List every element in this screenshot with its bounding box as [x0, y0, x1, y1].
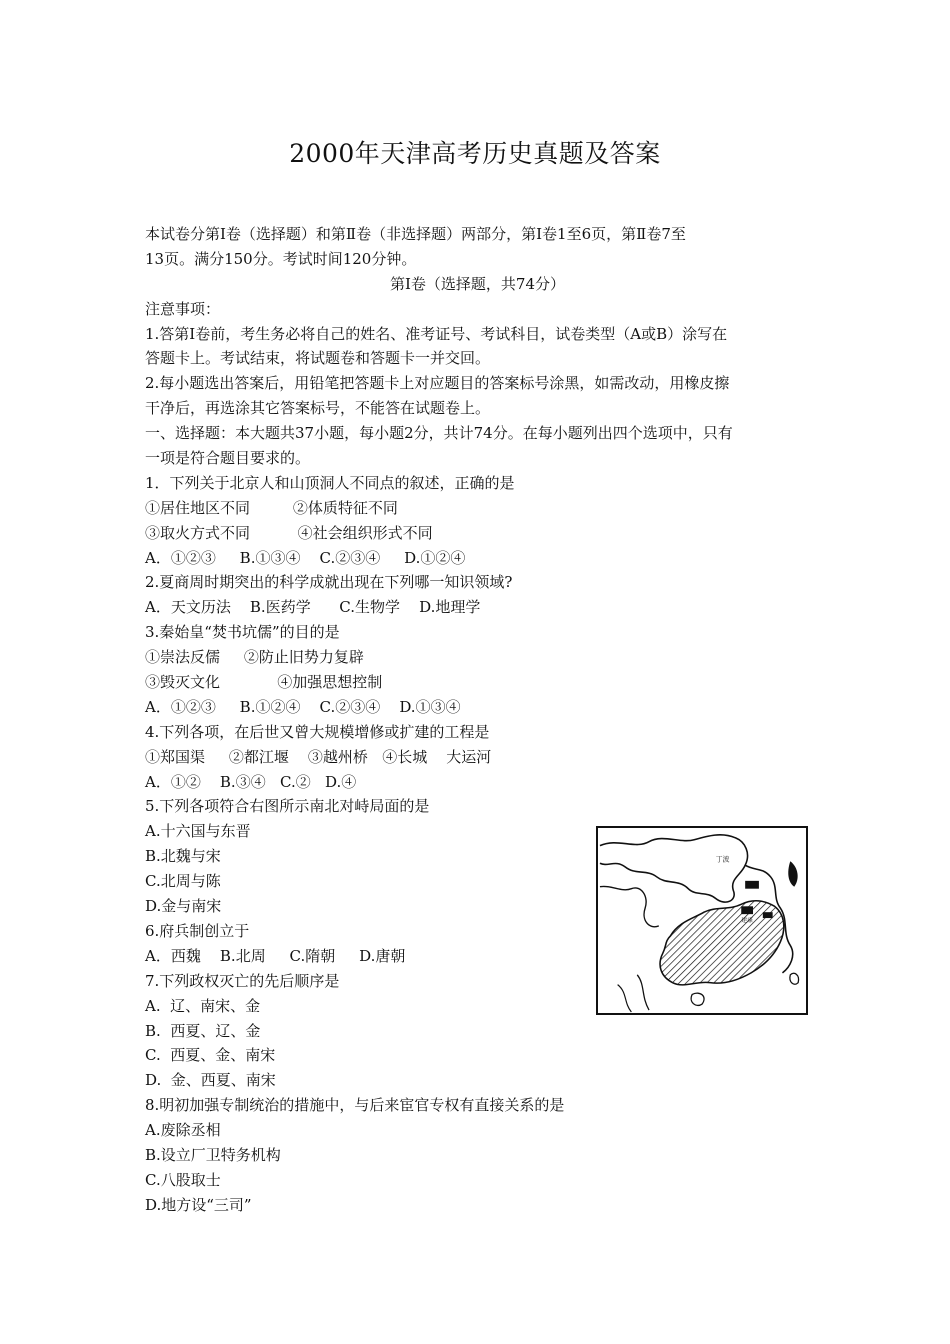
map-label-capital: 建康 — [741, 917, 753, 924]
historical-map — [596, 826, 808, 1015]
question-items: ③取火方式不同 ④社会组织形式不同 — [145, 523, 433, 542]
question-option: A. 辽、南宋、金 — [145, 996, 261, 1015]
question-items: ①郑国渠 ②都江堰 ③越州桥 ④长城 大运河 — [145, 747, 492, 766]
map-border-line — [618, 985, 632, 1012]
section-heading: 第Ⅰ卷（选择题，共74分） — [389, 274, 565, 293]
part-instructions: 一项是符合题目要求的。 — [145, 449, 311, 468]
question-option: D.地方设“三司” — [145, 1195, 252, 1214]
question-stem: 7.下列政权灭亡的先后顺序是 — [145, 971, 340, 990]
note-line: 1.答第Ⅰ卷前，考生务必将自己的姓名、准考证号、考试科目，试卷类型（A或B）涂写在 — [145, 324, 728, 343]
map-border-line — [637, 975, 649, 1010]
note-line: 答题卡上。考试结束，将试题卷和答题卡一并交回。 — [145, 349, 491, 368]
question-option: D.金与南宋 — [145, 897, 222, 916]
question-option: B.北魏与宋 — [145, 847, 221, 866]
map-border-line — [600, 835, 748, 902]
question-option: B. 西夏、辽、金 — [145, 1021, 261, 1040]
question-stem: 3.秦始皇“焚书坑儒”的目的是 — [145, 623, 340, 642]
question-items: ①崇法反儒 ②防止旧势力复辟 — [145, 648, 364, 667]
part-instructions: 一、选择题：本大题共37小题，每小题2分，共计74分。在每小题列出四个选项中，只有 — [145, 424, 733, 443]
intro-line: 13页。满分150分。考试时间120分钟。 — [145, 249, 417, 268]
page-title: 2000年天津高考历史真题及答案 — [289, 139, 661, 168]
question-option: B.设立厂卫特务机构 — [145, 1145, 281, 1164]
question-option: C.北周与陈 — [145, 872, 221, 891]
note-line: 2.每小题选出答案后，用铅笔把答题卡上对应题目的答案标号涂黑，如需改动，用橡皮擦 — [145, 374, 730, 393]
question-stem: 5.下列各项符合右图所示南北对峙局面的是 — [145, 797, 430, 816]
question-stem: 6.府兵制创立于 — [145, 921, 250, 940]
intro-line: 本试卷分第Ⅰ卷（选择题）和第Ⅱ卷（非选择题）两部分，第Ⅰ卷1至6页，第Ⅱ卷7至 — [145, 225, 686, 243]
map-city-marker — [741, 906, 753, 914]
question-option: A.十六国与东晋 — [145, 822, 251, 841]
notes-heading: 注意事项： — [145, 299, 221, 318]
exam-content — [145, 222, 810, 1218]
map-city-marker — [745, 881, 759, 889]
question-stem: 1．下列关于北京人和山顶洞人不同点的叙述，正确的是 — [145, 473, 515, 492]
question-items: ③毁灭文化 ④加强思想控制 — [145, 673, 383, 692]
question-option: A.废除丞相 — [145, 1121, 221, 1140]
question-options: A．①②③ B.①②④ C.②③④ D.①③④ — [145, 697, 461, 716]
question-stem: 2.夏商周时期突出的科学成就出现在下列哪一知识领域? — [145, 573, 513, 592]
question-stem: 4.下列各项，在后世又曾大规模增修或扩建的工程是 — [145, 722, 490, 741]
question-option: C.八股取士 — [145, 1170, 221, 1189]
map-island — [790, 973, 799, 984]
note-line: 干净后，再选涂其它答案标号，不能答在试题卷上。 — [145, 399, 491, 418]
map-peninsula — [788, 861, 797, 886]
map-illustration — [598, 828, 806, 1013]
question-options: A．①②③ B.①③④ C.②③④ D.①②④ — [145, 548, 466, 567]
map-border-line — [600, 886, 659, 926]
question-options: A．西魏 B.北周 C.隋朝 D.唐朝 — [145, 946, 406, 965]
question-items: ①居住地区不同 ②体质特征不同 — [145, 498, 398, 517]
question-options: A．天文历法 B.医药学 C.生物学 D.地理学 — [145, 598, 481, 617]
question-option: D. 金、西夏、南宋 — [145, 1071, 276, 1090]
question-option: C. 西夏、金、南宋 — [145, 1046, 276, 1065]
map-island — [691, 993, 704, 1005]
question-options: A．①② B.③④ C.② D.④ — [145, 772, 357, 791]
map-city-marker — [763, 912, 773, 918]
map-label-north: 丁波 — [715, 855, 730, 864]
question-stem: 8.明初加强专制统治的措施中，与后来宦官专权有直接关系的是 — [145, 1096, 565, 1115]
